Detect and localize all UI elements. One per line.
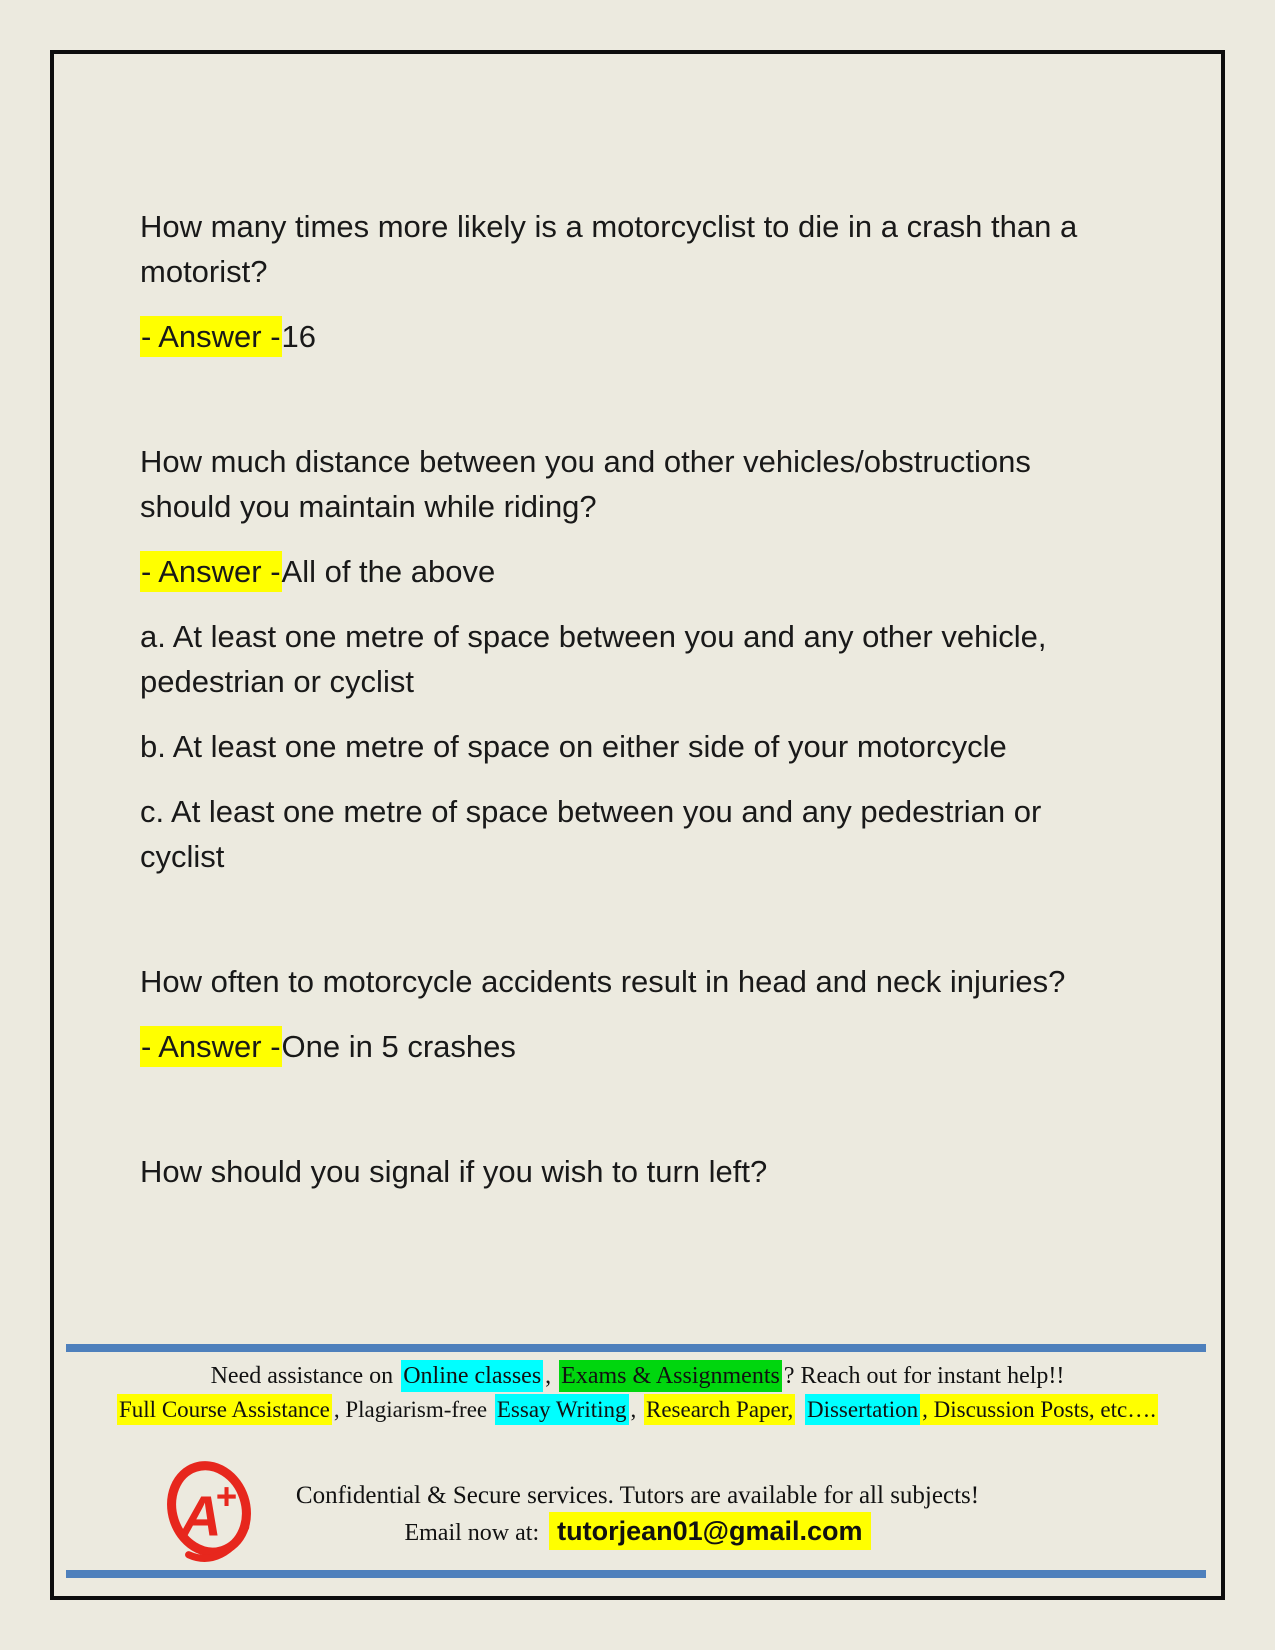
option-b: b. At least one metre of space on either side of your motorcycle <box>140 729 1007 764</box>
answer-2-highlight: - Answer - <box>140 551 282 592</box>
footer-text-segment: , <box>545 1363 558 1389</box>
divider-bottom <box>66 1570 1206 1578</box>
question-2: How much distance between you and other vehicles/obstructions should you maintain while riding? <box>140 444 1031 524</box>
answer-2 <box>140 549 1140 594</box>
option-c: c. At least one metre of space between you and any pedestrian or cyclist <box>140 794 1042 874</box>
footer-text-segment: Exams & Assignments <box>559 1360 782 1392</box>
a-plus-grade-logo-icon <box>158 1458 260 1570</box>
page-border <box>50 50 1225 1600</box>
footer-text-segment: ? Reach out for instant help!! <box>783 1363 1065 1389</box>
answer-3-highlight: - Answer - <box>140 1026 282 1067</box>
divider-top <box>66 1344 1206 1352</box>
answer-1-highlight: - Answer - <box>140 316 282 357</box>
footer-promo-line-1 <box>54 1360 1221 1392</box>
document-body <box>140 54 1140 1214</box>
footer-confidential-text: Confidential & Secure services. Tutors are available for all subjects! <box>295 1482 980 1509</box>
footer-text-segment: Online classes <box>401 1360 543 1392</box>
footer-email-row <box>54 1516 1221 1547</box>
footer-text-segment: Dissertation <box>805 1394 920 1425</box>
footer-text-segment: , Discussion Posts, etc…. <box>920 1394 1158 1425</box>
answer-3 <box>140 1024 1140 1069</box>
spacer <box>140 1089 1140 1149</box>
question-3: How often to motorcycle accidents result in head and neck injuries? <box>140 964 1066 999</box>
answer-2-value: All of the above <box>281 554 496 589</box>
footer-email-address: tutorjean01@gmail.com <box>549 1512 870 1550</box>
svg-text:+: + <box>215 1475 237 1517</box>
answer-1 <box>140 314 1140 359</box>
footer-text-segment: Essay Writing <box>495 1394 629 1425</box>
footer-text-segment: Full Course Assistance <box>117 1394 332 1425</box>
spacer <box>140 899 1140 959</box>
option-a: a. At least one metre of space between you and any other vehicle, pedestrian or cyclist <box>140 619 1047 699</box>
answer-3-value: One in 5 crashes <box>281 1029 516 1064</box>
svg-text:A: A <box>180 1484 222 1549</box>
footer-text-segment: Research Paper, <box>644 1394 795 1425</box>
footer-text-segment: , <box>630 1397 642 1422</box>
answer-1-value: 16 <box>281 319 317 354</box>
spacer <box>140 379 1140 439</box>
footer-text-segment: , Plagiarism-free <box>333 1397 493 1422</box>
question-1: How many times more likely is a motorcyclist to die in a crash than a motorist? <box>140 209 1078 289</box>
footer-promo-line-2 <box>54 1394 1221 1426</box>
footer-text-segment <box>795 1394 805 1425</box>
footer-email-prefix: Email now at: <box>404 1520 540 1546</box>
footer-text-segment: Need assistance on <box>210 1363 400 1389</box>
question-4: How should you signal if you wish to turn left? <box>140 1154 768 1189</box>
